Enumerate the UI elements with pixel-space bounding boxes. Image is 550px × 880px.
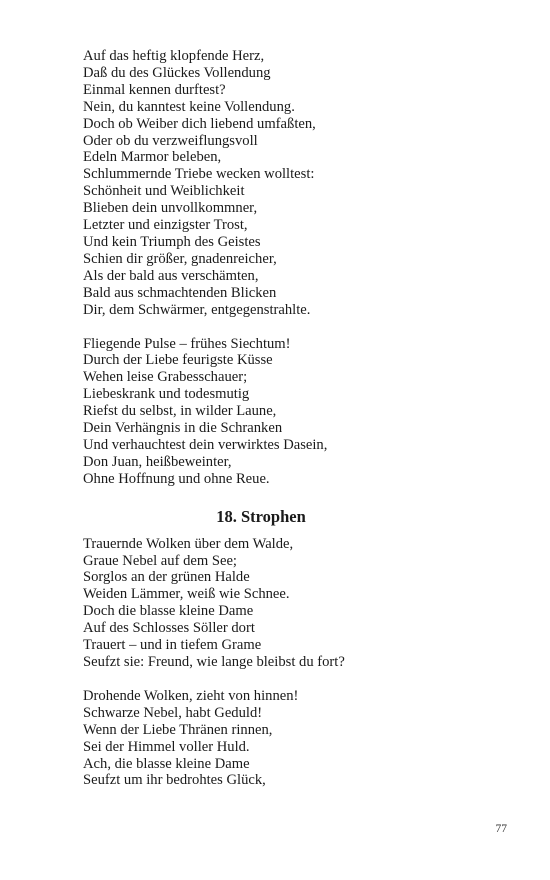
- poem-line: Letzter und einzigster Trost,: [83, 217, 248, 234]
- poem-line: Trauert – und in tiefem Grame: [83, 637, 262, 654]
- poem-stanza: [83, 336, 483, 488]
- poem-line: Liebeskrank und todesmutig: [83, 386, 250, 403]
- poem-line: Schien dir größer, gnadenreicher,: [83, 250, 277, 267]
- poem-line: Schlummernde Triebe wecken wolltest:: [83, 166, 315, 183]
- poem-line: Auf des Schlosses Söller dort: [83, 620, 255, 637]
- poem-line: Riefst du selbst, in wilder Laune,: [83, 403, 277, 420]
- poem-line: Schönheit und Weiblichkeit: [83, 183, 245, 200]
- poem-line: Dein Verhängnis in die Schranken: [83, 420, 283, 437]
- poem-line: Fliegende Pulse – frühes Siechtum!: [83, 335, 291, 352]
- poem-line: Graue Nebel auf dem See;: [83, 552, 237, 569]
- poem-line: Drohende Wolken, zieht von hinnen!: [83, 687, 299, 704]
- poem-line: Oder ob du verzweiflungsvoll: [83, 132, 258, 149]
- poem-line: Trauernde Wolken über dem Walde,: [83, 535, 294, 552]
- poem-line: Ach, die blasse kleine Dame: [83, 755, 250, 772]
- poem-line: Wehen leise Grabesschauer;: [83, 369, 248, 386]
- poem-line: Sorglos an der grünen Halde: [83, 569, 250, 586]
- poem-line: Wenn der Liebe Thränen rinnen,: [83, 721, 273, 738]
- poem-line: Seufzt sie: Freund, wie lange bleibst du fort?: [83, 654, 345, 670]
- poem-line: Auf das heftig klopfende Herz,: [83, 48, 265, 64]
- poem-title: 18. Strophen: [216, 506, 306, 526]
- page-number: 77: [495, 823, 507, 835]
- poem-line: Weiden Lämmer, weiß wie Schnee.: [83, 586, 290, 603]
- poem-line: Blieben dein unvollkommner,: [83, 200, 258, 217]
- poem-line: Doch ob Weiber dich liebend umfaßten,: [83, 115, 316, 132]
- poem-line: Einmal kennen durftest?: [83, 81, 226, 98]
- poem-line: Sei der Himmel voller Huld.: [83, 738, 250, 755]
- poem-line: Edeln Marmor beleben,: [83, 149, 222, 166]
- poem-line: Daß du des Glückes Vollendung: [83, 64, 271, 81]
- poem-stanza: [83, 688, 483, 789]
- poem-line: Schwarze Nebel, habt Geduld!: [83, 704, 263, 721]
- poem-line: Don Juan, heißbeweinter,: [83, 453, 232, 470]
- poem-line: Und verhauchtest dein verwirktes Dasein,: [83, 436, 328, 453]
- page-body: [83, 48, 483, 789]
- poem-line: Seufzt um ihr bedrohtes Glück,: [83, 772, 266, 789]
- stanza-break: [83, 319, 483, 336]
- poem-line: Als der bald aus verschämten,: [83, 267, 259, 284]
- poem-line: Und kein Triumph des Geistes: [83, 233, 261, 250]
- poem-line: Dir, dem Schwärmer, entgegenstrahlte.: [83, 301, 311, 318]
- poem-stanza: [83, 48, 483, 319]
- poem-line: Nein, du kanntest keine Vollendung.: [83, 98, 295, 115]
- poem-line: Doch die blasse kleine Dame: [83, 603, 254, 620]
- stanza-break: [83, 671, 483, 688]
- poem-line: Ohne Hoffnung und ohne Reue.: [83, 470, 270, 487]
- poem-line: Durch der Liebe feurigste Küsse: [83, 352, 273, 369]
- poem-line: Bald aus schmachtenden Blicken: [83, 284, 277, 301]
- poem-stanza: [83, 536, 483, 671]
